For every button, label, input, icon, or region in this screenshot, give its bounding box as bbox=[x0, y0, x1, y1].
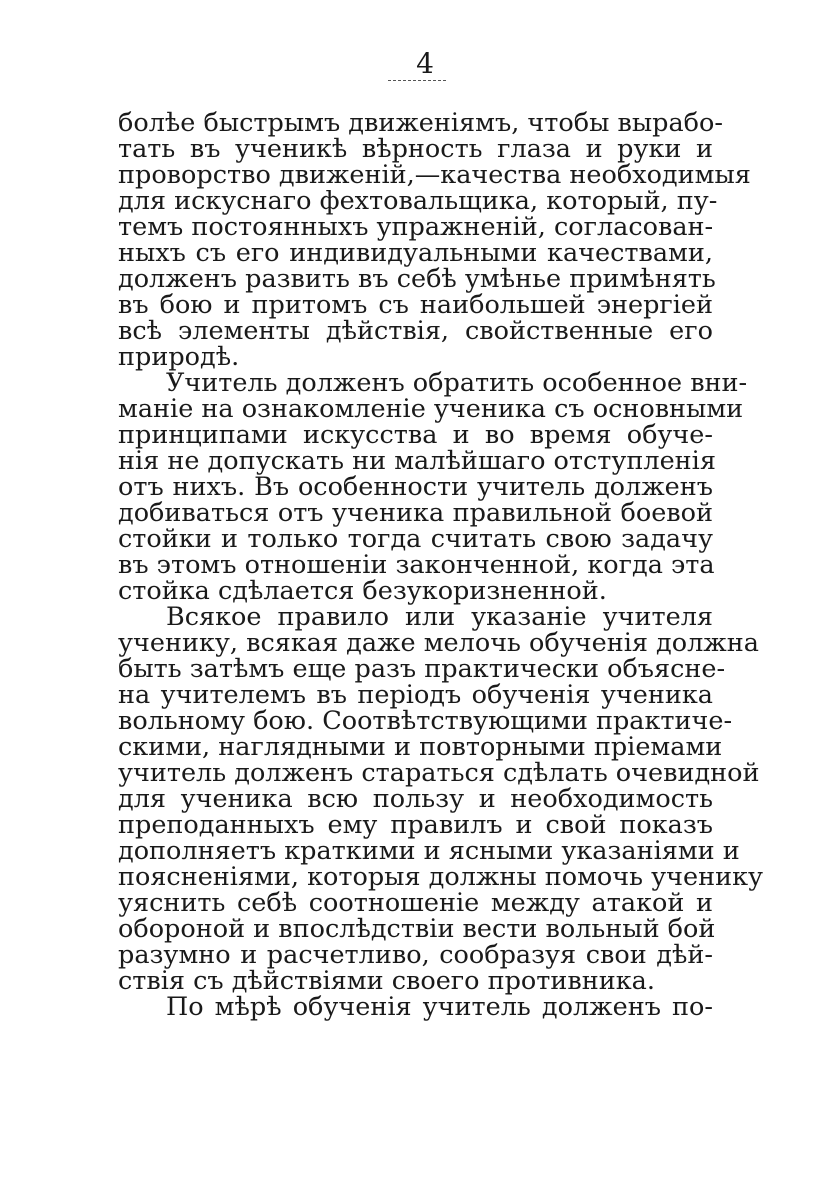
text-line: преподанныхъ ему правилъ и свой показъ bbox=[118, 810, 713, 840]
text-line: всѣ элементы дѣйствія, свойственные его bbox=[118, 316, 713, 346]
page-number: 4 bbox=[416, 47, 434, 80]
text-line: въ бою и притомъ съ наибольшей энергіей bbox=[118, 290, 713, 320]
text-line: нія не допускать ни малѣйшаго отступленія bbox=[118, 446, 716, 476]
text-line: проворство движеній,—качества необходимыя bbox=[118, 160, 751, 190]
text-line: долженъ развить въ себѣ умѣнье примѣнять bbox=[118, 264, 716, 294]
text-line: дополняетъ краткими и ясными указаніями и bbox=[118, 836, 740, 866]
text-line: стойка сдѣлается безукоризненной. bbox=[118, 576, 607, 606]
page-number-rule bbox=[388, 80, 446, 81]
text-line: вольному бою. Соотвѣтствующими практиче- bbox=[118, 706, 733, 736]
text-line: добиваться отъ ученика правильной боевой bbox=[118, 498, 713, 528]
text-line: быть затѣмъ еще разъ практически объясне- bbox=[118, 654, 726, 684]
text-line: для ученика всю пользу и необходимость bbox=[118, 784, 713, 814]
text-line: поясненіями, которыя должны помочь ученику bbox=[118, 862, 764, 892]
text-line: природѣ. bbox=[118, 342, 240, 372]
text-line: маніе на ознакомленіе ученика съ основными bbox=[118, 394, 744, 424]
text-line: обороной и впослѣдствіи вести вольный бой bbox=[118, 914, 716, 944]
text-line: стойки и только тогда считать свою задачу bbox=[118, 524, 713, 554]
text-line: въ этомъ отношеніи законченной, когда эта bbox=[118, 550, 715, 580]
text-line: ныхъ съ его индивидуальными качествами, bbox=[118, 238, 713, 268]
paragraph-4 bbox=[118, 994, 713, 1020]
text-line: По мѣрѣ обученія учитель долженъ по- bbox=[166, 992, 713, 1022]
body-text bbox=[118, 108, 764, 1022]
text-line: на учителемъ въ періодъ обученія ученика bbox=[118, 680, 713, 710]
text-line: для искуснаго фехтовальщика, который, пу- bbox=[118, 186, 718, 216]
text-line: разумно и расчетливо, сообразуя свои дѣй- bbox=[118, 940, 713, 970]
text-line: скими, наглядными и повторными пріемами bbox=[118, 732, 723, 762]
text-line: отъ нихъ. Въ особенности учитель долженъ bbox=[118, 472, 713, 502]
text-line: ученику, всякая даже мелочь обученія должна bbox=[118, 628, 759, 658]
text-line: ствія съ дѣйствіями своего противника. bbox=[118, 966, 655, 996]
paragraph-3 bbox=[118, 602, 764, 996]
paragraph-1 bbox=[118, 108, 751, 372]
text-line: Всякое правило или указаніе учителя bbox=[166, 602, 713, 632]
text-line: темъ постоянныхъ упражненій, согласован- bbox=[118, 212, 714, 242]
text-line: уяснить себѣ соотношеніе между атакой и bbox=[118, 888, 713, 918]
paragraph-2 bbox=[118, 368, 748, 606]
text-line: тать въ ученикѣ вѣрность глаза и руки и bbox=[118, 134, 713, 164]
text-line: учитель долженъ стараться сдѣлать очевидной bbox=[118, 758, 760, 788]
text-line: Учитель долженъ обратить особенное вни- bbox=[166, 368, 748, 398]
text-line: болѣе быстрымъ движеніямъ, чтобы вырабо- bbox=[118, 108, 723, 138]
text-line: принципами искусства и во время обуче- bbox=[118, 420, 713, 450]
